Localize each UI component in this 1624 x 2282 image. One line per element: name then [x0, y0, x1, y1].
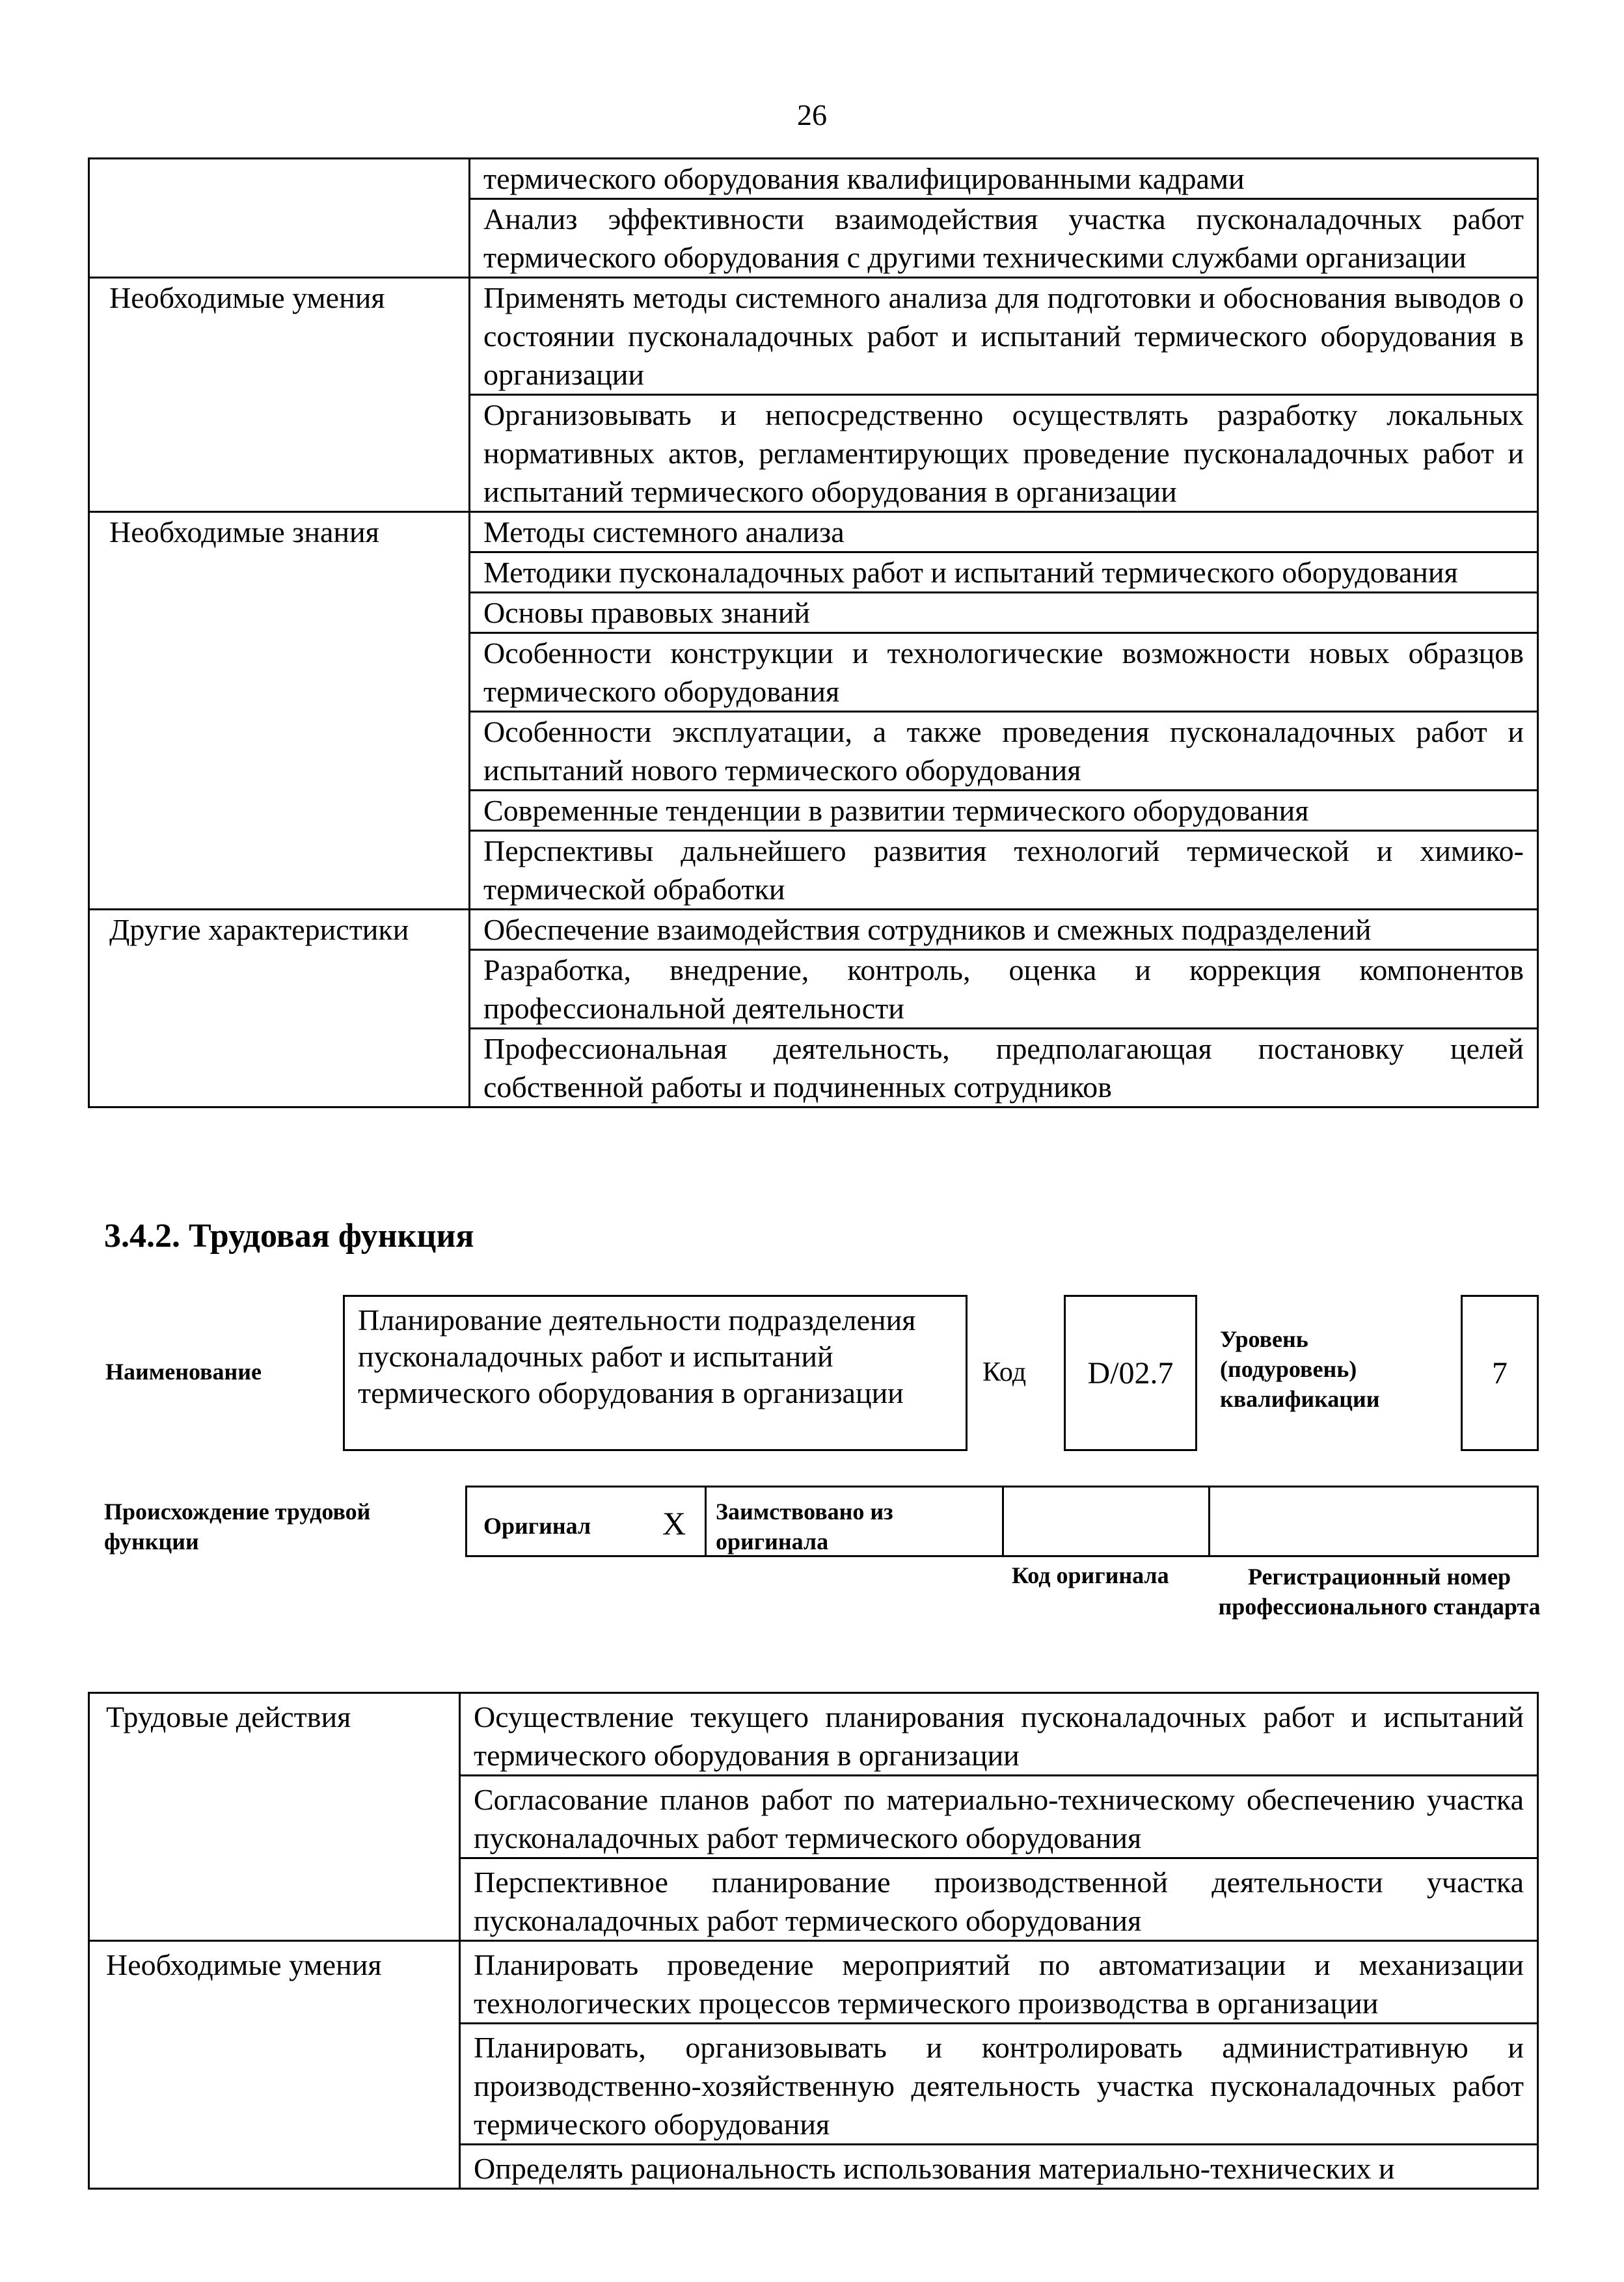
table-cell: Перспективы дальнейшего развития технологий термической и химико-термической обработки	[470, 831, 1538, 910]
row-label: Другие характеристики	[89, 910, 470, 1107]
table-cell: Организовывать и непосредственно осуществлять разработку локальных нормативных актов, регламентирующих проведение пусконаладочных работ и испытаний термического оборудования в организации	[470, 395, 1538, 512]
reg-number-cell	[1210, 1487, 1537, 1555]
table-cell: Планировать, организовывать и контролировать административную и производственно-хозяйственную деятельность участка пусконаладочных работ термического оборудования	[460, 2024, 1538, 2145]
original-label: Оригинал	[483, 1513, 591, 1539]
section-title: 3.4.2. Трудовая функция	[104, 1217, 474, 1255]
qualification-level-box	[1461, 1295, 1539, 1451]
table-cell: Анализ эффективности взаимодействия участка пусконаладочных работ термического оборудования с другими техническими службами организации	[470, 199, 1538, 278]
qualification-level: 7	[1492, 1355, 1508, 1391]
borrowed-cell	[707, 1487, 1004, 1555]
table-row	[89, 512, 1538, 552]
code-original-cell	[1004, 1487, 1210, 1555]
table-cell: Особенности эксплуатации, а также проведения пусконаладочных работ и испытаний нового термического оборудования	[470, 712, 1538, 791]
original-mark: X	[662, 1505, 686, 1542]
qualification-level-label: Уровень (подуровень) квалификации	[1220, 1326, 1380, 1412]
table-row	[89, 1941, 1538, 2024]
table-cell: Основы правовых знаний	[470, 593, 1538, 633]
table-cell: Методы системного анализа	[470, 512, 1538, 552]
table-cell: Разработка, внедрение, контроль, оценка и коррекция компонентов профессиональной деятельности	[470, 950, 1538, 1029]
row-label	[89, 159, 470, 278]
table-cell: Осуществление текущего планирования пусконаладочных работ и испытаний термического оборудования в организации	[460, 1693, 1538, 1776]
table-cell: термического оборудования квалифицированными кадрами	[470, 159, 1538, 199]
table-cell: Современные тенденции в развитии термического оборудования	[470, 791, 1538, 831]
table-cell: Определять рациональность использования материально-технических и	[460, 2145, 1538, 2189]
borrowed-label: Заимствовано из оригинала	[716, 1499, 893, 1555]
name-label: Наименование	[105, 1359, 262, 1385]
row-label: Необходимые умения	[89, 1941, 460, 2189]
row-label: Необходимые умения	[89, 278, 470, 512]
code-original-label: Код оригинала	[1012, 1562, 1169, 1588]
page-number: 26	[797, 98, 827, 131]
table-cell: Согласование планов работ по материально-техническому обеспечению участка пусконаладочных работ термического оборудования	[460, 1776, 1538, 1858]
origin-row	[465, 1486, 1539, 1557]
table-cell: Обеспечение взаимодействия сотрудников и смежных подразделений	[470, 910, 1538, 950]
table-row	[89, 910, 1538, 950]
original-cell	[467, 1487, 707, 1555]
origin-label: Происхождение трудовой функции	[104, 1499, 371, 1555]
labor-function-table	[88, 1692, 1539, 2190]
function-code-box	[1064, 1295, 1197, 1451]
function-code: D/02.7	[1087, 1355, 1174, 1391]
competency-table-continued	[88, 157, 1539, 1108]
reg-number-label: Регистрационный номер профессионального стандарта	[1218, 1564, 1541, 1620]
table-row	[89, 1693, 1538, 1776]
table-cell: Применять методы системного анализа для подготовки и обоснования выводов о состоянии пусконаладочных работ и испытаний термического оборудования в организации	[470, 278, 1538, 395]
table-cell: Методики пусконаладочных работ и испытаний термического оборудования	[470, 552, 1538, 593]
table-cell: Перспективное планирование производственной деятельности участка пусконаладочных работ термического оборудования	[460, 1858, 1538, 1941]
function-name-box: Планирование деятельности подразделения пусконаладочных работ и испытаний термического оборудования в организации	[343, 1295, 968, 1451]
table-cell: Планировать проведение мероприятий по автоматизации и механизации технологических процессов термического производства в организации	[460, 1941, 1538, 2024]
table-row	[89, 278, 1538, 395]
table-cell: Особенности конструкции и технологические возможности новых образцов термического оборудования	[470, 633, 1538, 712]
row-label: Необходимые знания	[89, 512, 470, 910]
table-cell: Профессиональная деятельность, предполагающая постановку целей собственной работы и подчиненных сотрудников	[470, 1029, 1538, 1107]
table-row	[89, 159, 1538, 199]
code-label: Код	[982, 1357, 1027, 1387]
row-label: Трудовые действия	[89, 1693, 460, 1941]
